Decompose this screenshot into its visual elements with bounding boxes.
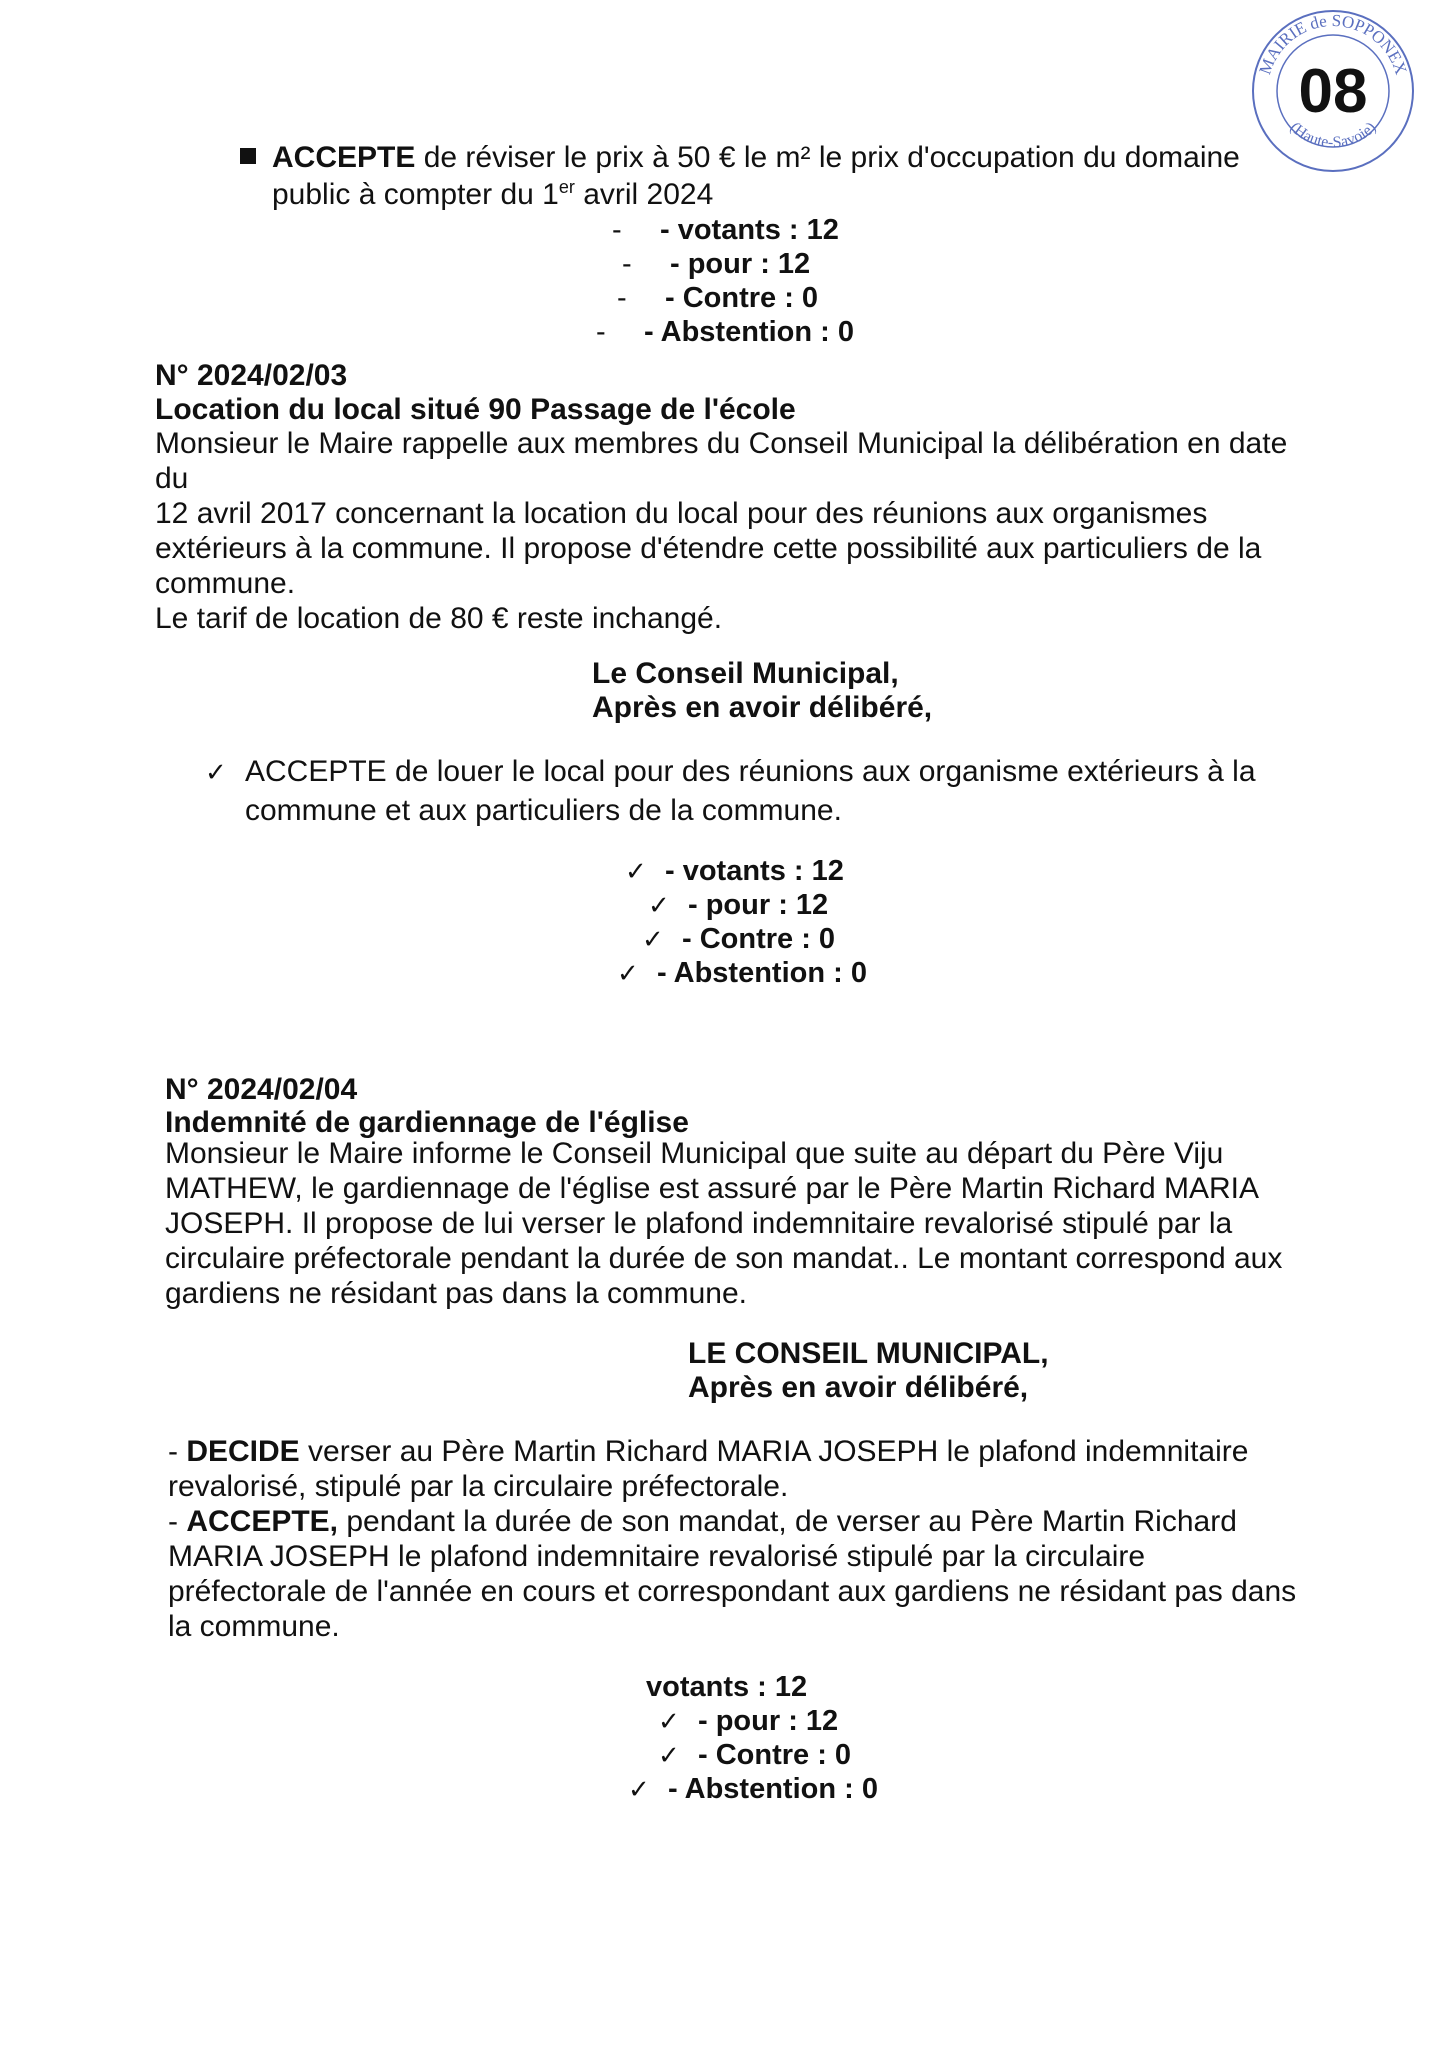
deliberation-number: N° 2024/02/04: [165, 1073, 358, 1106]
stamp-bottom-text: (Haute-Savoie): [1286, 119, 1380, 152]
checkmark-icon: ✓: [648, 891, 670, 921]
vote-line: ✓ - pour : 12: [658, 1704, 838, 1740]
accept-keyword: ACCEPTE,: [186, 1505, 339, 1538]
deliberation-number: N° 2024/02/03: [155, 359, 348, 392]
deliberation-title: Location du local situé 90 Passage de l'école: [155, 393, 796, 426]
checkmark-icon: ✓: [658, 1707, 680, 1737]
checkmark-icon: ✓: [642, 925, 664, 955]
vote-line: - - votants : 12: [612, 214, 839, 246]
vote-line: - - pour : 12: [622, 248, 811, 280]
accept-price-clause: [240, 140, 1240, 212]
accept-clause-text: de réviser le prix à 50 € le m² le prix d'occupation du domaine: [415, 141, 1240, 174]
decide-clause: - DECIDE verser au Père Martin Richard MARIA JOSEPH le plafond indemnitaire revalorisé, stipulé par la circulaire préfectorale. - ACCEPTE, pendant la durée de son mandat, de verser au Père Martin Richard MARIA JOSEPH le plafond indemnitaire revalorisé stipulé par la circulaire préfectorale de l'année en cours et correspondant aux gardiens ne résidant pas dans la commune.: [168, 1435, 1297, 1643]
checkmark-icon: ✓: [625, 857, 647, 887]
decision-clause: ✓ ACCEPTE de louer le local pour des réunions aux organisme extérieurs à la commune et aux particuliers de la commune.: [205, 755, 1256, 827]
vote-line: ✓ - Contre : 0: [642, 922, 835, 958]
deliberation-text: Monsieur le Maire rappelle aux membres du Conseil Municipal la délibération en date du 12 avril 2017 concernant la location du local pour des réunions aux organismes extérieurs à la commune. Il propose d'étendre cette possibilité aux particuliers de la commune. Le tarif de location de 80 € reste inchangé.: [155, 427, 1288, 635]
vote-line: - - Abstention : 0: [596, 316, 854, 348]
accept-keyword: ACCEPTE: [272, 141, 416, 174]
decide-keyword: DECIDE: [186, 1435, 300, 1468]
deliberated-heading: Après en avoir délibéré,: [592, 691, 933, 724]
square-bullet-icon: [240, 148, 256, 164]
checkmark-icon: ✓: [617, 959, 639, 989]
deliberation-text: Monsieur le Maire informe le Conseil Municipal que suite au départ du Père Viju MATHEW, le gardiennage de l'église est assuré par le Père Martin Richard MARIA JOSEPH. Il propose de lui verser le plafond indemnitaire revalorisé stipulé par la circulaire préfectorale pendant la durée de son mandat.. Le montant correspond aux gardiens ne résidant pas dans la commune.: [165, 1137, 1283, 1310]
deliberated-heading: Après en avoir délibéré,: [688, 1371, 1029, 1404]
vote-line: - - Contre : 0: [617, 282, 819, 314]
checkmark-icon: ✓: [658, 1741, 680, 1771]
checkmark-icon: ✓: [628, 1775, 650, 1805]
vote-line: ✓ - votants : 12: [625, 854, 844, 890]
deliberation-title: Indemnité de gardiennage de l'église: [165, 1106, 689, 1139]
mairie-stamp: [1248, 6, 1418, 176]
accept-clause-line2: public à compter du 1er avril 2024: [272, 177, 714, 211]
vote-line: ✓ - Abstention : 0: [628, 1772, 878, 1808]
vote-line: votants : 12: [646, 1671, 808, 1703]
vote-line: ✓ - pour : 12: [648, 888, 828, 924]
stamp-top-text: MAIRIE de SOPPONEX: [1255, 10, 1411, 77]
page-number-stamp: 08: [1298, 57, 1368, 126]
council-heading: LE CONSEIL MUNICIPAL,: [688, 1337, 1049, 1370]
council-heading: Le Conseil Municipal,: [592, 657, 899, 690]
checkmark-icon: ✓: [205, 758, 227, 788]
vote-line: ✓ - Contre : 0: [658, 1738, 851, 1774]
vote-line: ✓ - Abstention : 0: [617, 956, 867, 992]
